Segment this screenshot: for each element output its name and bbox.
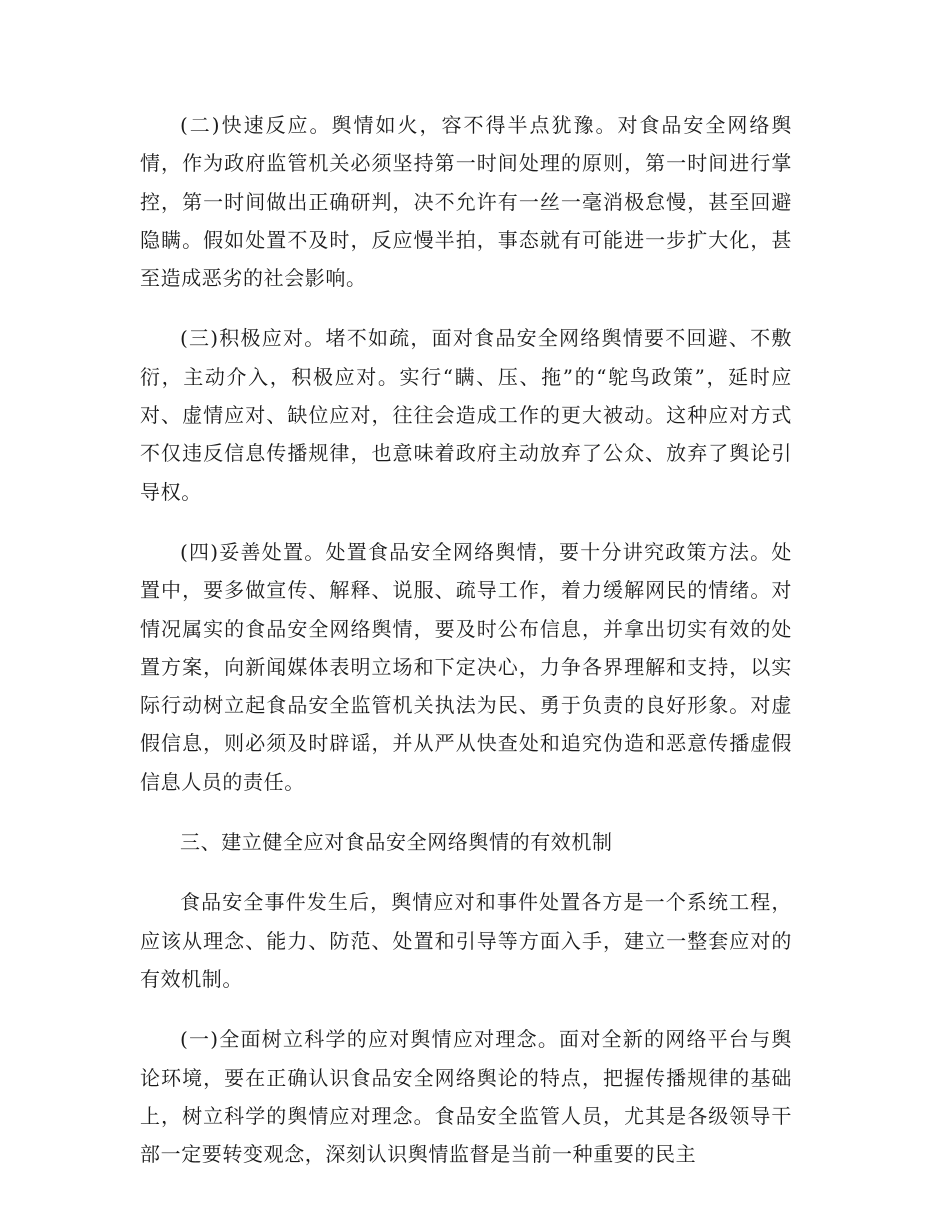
document-body (140, 106, 792, 1195)
paragraph-quick-response: (二)快速反应。舆情如火，容不得半点犹豫。对食品安全网络舆情，作为政府监管机关必须坚持第一时间处理的原则，第一时间进行掌控，第一时间做出正确研判，决不允许有一丝一毫消极怠慢，甚至回避隐瞒。假如处置不及时，反应慢半拍，事态就有可能进一步扩大化，甚至造成恶劣的社会影响。 (140, 113, 792, 291)
paragraph-proper-handling: (四)妥善处置。处置食品安全网络舆情，要十分讲究政策方法。处置中，要多做宣传、解释、说服、疏导工作，着力缓解网民的情绪。对情况属实的食品安全网络舆情，要及时公布信息，并拿出切实有效的处置方案，向新闻媒体表明立场和下定决心，力争各界理解和支持，以实际行动树立起食品安全监管机关执法为民、勇于负责的良好形象。对虚假信息，则必须及时辟谣，并从严从快查处和追究伪造和恶意传播虚假信息人员的责任。 (140, 539, 792, 794)
paragraph-scientific-concept: (一)全面树立科学的应对舆情应对理念。面对全新的网络平台与舆论环境，要在正确认识食品安全网络舆论的特点，把握传播规律的基础上，树立科学的舆情应对理念。食品安全监管人员，尤其是各级领导干部一定要转变观念，深刻认识舆情监督是当前一种重要的民主 (140, 1027, 792, 1167)
section-heading: 三、建立健全应对食品安全网络舆情的有效机制 (180, 830, 613, 855)
paragraph-section-intro: 食品安全事件发生后，舆情应对和事件处置各方是一个系统工程，应该从理念、能力、防范、处置和引导等方面入手，建立一整套应对的有效机制。 (140, 890, 792, 991)
paragraph-active-response: (三)积极应对。堵不如疏，面对食品安全网络舆情要不回避、不敷衍，主动介入，积极应对。实行“瞒、压、拖”的“鸵鸟政策”，延时应对、虚情应对、缺位应对，往往会造成工作的更大被动。这种应对方式不仅违反信息传播规律，也意味着政府主动放弃了公众、放弃了舆论引导权。 (140, 326, 792, 504)
